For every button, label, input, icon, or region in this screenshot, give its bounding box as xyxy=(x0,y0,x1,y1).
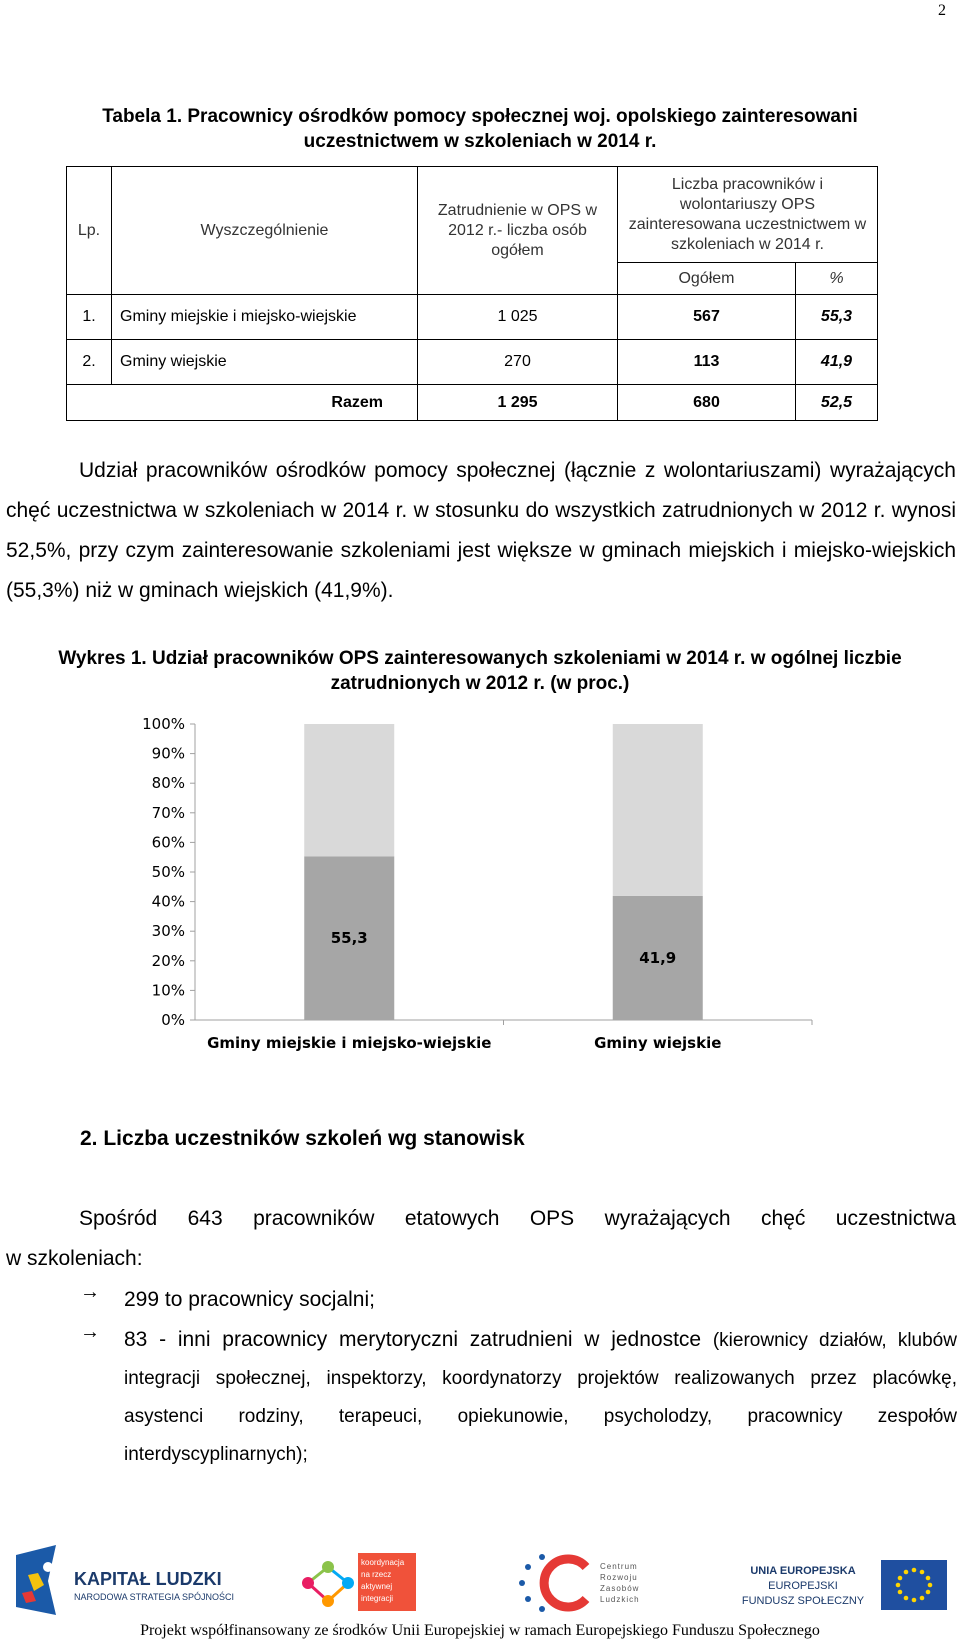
x-category-label: Gminy wiejskie xyxy=(594,1034,722,1052)
row-lp: 1. xyxy=(67,295,112,340)
y-tick-label: 40% xyxy=(151,892,185,911)
row-zatrudnienie: 1 025 xyxy=(418,295,618,340)
section-2-intro xyxy=(6,1199,956,1279)
paragraph-1-text: Udział pracowników ośrodków pomocy społecznej (łącznie z wolontariuszami) wyrażających chęć uczestnictwa w szkoleniach w 2014 r. w stosunku do wszystkich zatrudnionych w 2012 r. wynosi 52,5%, przy czym zainteresowanie szkoleniami jest większe w gminach miejskich i miejsko-wiejskich (55,3%) niż w gminach wiejskich (41,9%). xyxy=(6,459,956,602)
page-number: 2 xyxy=(938,2,946,19)
y-tick-label: 70% xyxy=(151,803,185,822)
table-caption xyxy=(60,104,900,154)
ue-line: EUROPEJSKI xyxy=(768,1580,838,1592)
row-lp: 2. xyxy=(67,340,112,385)
logo3-text xyxy=(600,1561,640,1605)
crzl-logo xyxy=(514,1553,664,1613)
header-lp: Lp. xyxy=(67,167,112,295)
table-total-row xyxy=(67,385,878,421)
logo3-line: Rozwoju xyxy=(600,1573,638,1582)
intro-line2: w szkoleniach: xyxy=(6,1247,143,1270)
row-name: Gminy miejskie i miejsko-wiejskie xyxy=(112,295,418,340)
x-category-label: Gminy miejskie i miejsko-wiejskie xyxy=(207,1034,492,1052)
logo2-line: integracji xyxy=(361,1594,394,1603)
footer-text: Projekt współfinansowany ze środków Unii Europejskiej w ramach Europejskiego Funduszu Społecznego xyxy=(140,1622,820,1639)
table-row xyxy=(67,295,878,340)
y-tick-label: 50% xyxy=(151,863,185,881)
table-caption-line1: Tabela 1. Pracownicy ośrodków pomocy społecznej woj. opolskiego zainteresowani xyxy=(102,106,858,127)
data-table xyxy=(66,166,878,421)
row-procent: 41,9 xyxy=(796,340,878,385)
row-name: Gminy wiejskie xyxy=(112,340,418,385)
y-tick-label: 60% xyxy=(151,833,185,852)
bullet-2-detail: (kierownicy działów, klubów integracji społecznej, inspektorzy, koordynatorzy projektów realizowanych przez placówkę, asystenci rodziny, terapeuci, opiekunowie, psycholodzy, pracownicy zespołów interdyscyplinarnych); xyxy=(124,1330,957,1465)
right-arrow-icon: → xyxy=(80,1321,100,1343)
stacked-bar-chart xyxy=(0,700,960,1060)
ue-line: UNIA EUROPEJSKA xyxy=(750,1565,856,1577)
logo3-line: Zasobów xyxy=(600,1584,640,1593)
header-ogolem: Ogółem xyxy=(618,263,796,295)
header-wyszczegolnienie: Wyszczególnienie xyxy=(112,167,418,295)
bar-segment-rest xyxy=(304,724,394,856)
logo3-line: Ludzkich xyxy=(600,1595,640,1604)
header-procent: % xyxy=(796,263,878,295)
table-caption-line2: uczestnictwem w szkoleniach w 2014 r. xyxy=(303,131,657,152)
y-tick-label: 80% xyxy=(151,774,185,793)
ue-logo xyxy=(733,1558,953,1618)
data-label: 41,9 xyxy=(639,948,677,967)
y-tick-label: 20% xyxy=(151,951,185,970)
bar-segment-rest xyxy=(613,724,703,896)
paragraph-1 xyxy=(6,451,956,611)
eu-flag-icon xyxy=(881,1560,947,1610)
y-tick-label: 100% xyxy=(142,715,185,733)
bullet-2-main: 83 - inni pracownicy merytoryczni zatrudnieni w jednostce xyxy=(124,1328,702,1351)
section-2-heading: 2. Liczba uczestników szkoleń wg stanowisk xyxy=(80,1127,525,1150)
molecule-icon xyxy=(298,1553,358,1613)
logo1-title: KAPITAŁ LUDZKI xyxy=(74,1569,222,1589)
row-procent: 55,3 xyxy=(796,295,878,340)
total-procent: 52,5 xyxy=(796,385,878,421)
header-liczba: Liczba pracowników i wolontariuszy OPS zainteresowana uczestnictwem w szkoleniach w 2014 r. xyxy=(618,167,878,263)
table-row xyxy=(67,340,878,385)
kapital-ludzki-logo xyxy=(8,1545,243,1620)
logo1-subtitle: NARODOWA STRATEGIA SPÓJNOŚCI xyxy=(74,1592,235,1602)
logo3-line: Centrum xyxy=(600,1562,638,1571)
y-tick-label: 90% xyxy=(151,744,185,763)
logo2-line: koordynacja xyxy=(361,1558,405,1567)
logo2-line: na rzecz xyxy=(361,1570,392,1579)
koordynacja-logo xyxy=(298,1553,418,1613)
row-ogolem: 113 xyxy=(618,340,796,385)
data-label: 55,3 xyxy=(330,929,368,948)
total-zatrudnienie: 1 295 xyxy=(418,385,618,421)
ue-text xyxy=(733,1564,873,1609)
kapital-ludzki-emblem xyxy=(8,1545,68,1617)
crzl-emblem xyxy=(514,1553,604,1613)
koordynacja-box xyxy=(358,1553,416,1611)
y-tick-label: 10% xyxy=(151,981,185,1000)
bullet-item-2 xyxy=(80,1321,957,1473)
header-zatrudnienie: Zatrudnienie w OPS w 2012 r.- liczba osób ogółem xyxy=(418,167,618,295)
right-arrow-icon: → xyxy=(80,1281,100,1303)
y-tick-label: 0% xyxy=(161,1011,185,1029)
row-zatrudnienie: 270 xyxy=(418,340,618,385)
bullet-item-1 xyxy=(80,1281,957,1318)
chart-title xyxy=(10,646,950,696)
row-ogolem: 567 xyxy=(618,295,796,340)
ue-line: FUNDUSZ SPOŁECZNY xyxy=(741,1595,865,1607)
chart-title-line1: Wykres 1. Udział pracowników OPS zainteresowanych szkoleniami w 2014 r. w ogólnej liczbie xyxy=(58,648,902,669)
logo2-line: aktywnej xyxy=(361,1582,393,1591)
total-label: Razem xyxy=(67,385,418,421)
total-ogolem: 680 xyxy=(618,385,796,421)
y-tick-label: 30% xyxy=(151,922,185,941)
bullet-1-text: 299 to pracownicy socjalni; xyxy=(124,1288,375,1311)
intro-line1: Spośród 643 pracowników etatowych OPS wyrażających chęć uczestnictwa xyxy=(79,1207,956,1230)
chart-title-line2: zatrudnionych w 2012 r. (w proc.) xyxy=(330,673,630,694)
